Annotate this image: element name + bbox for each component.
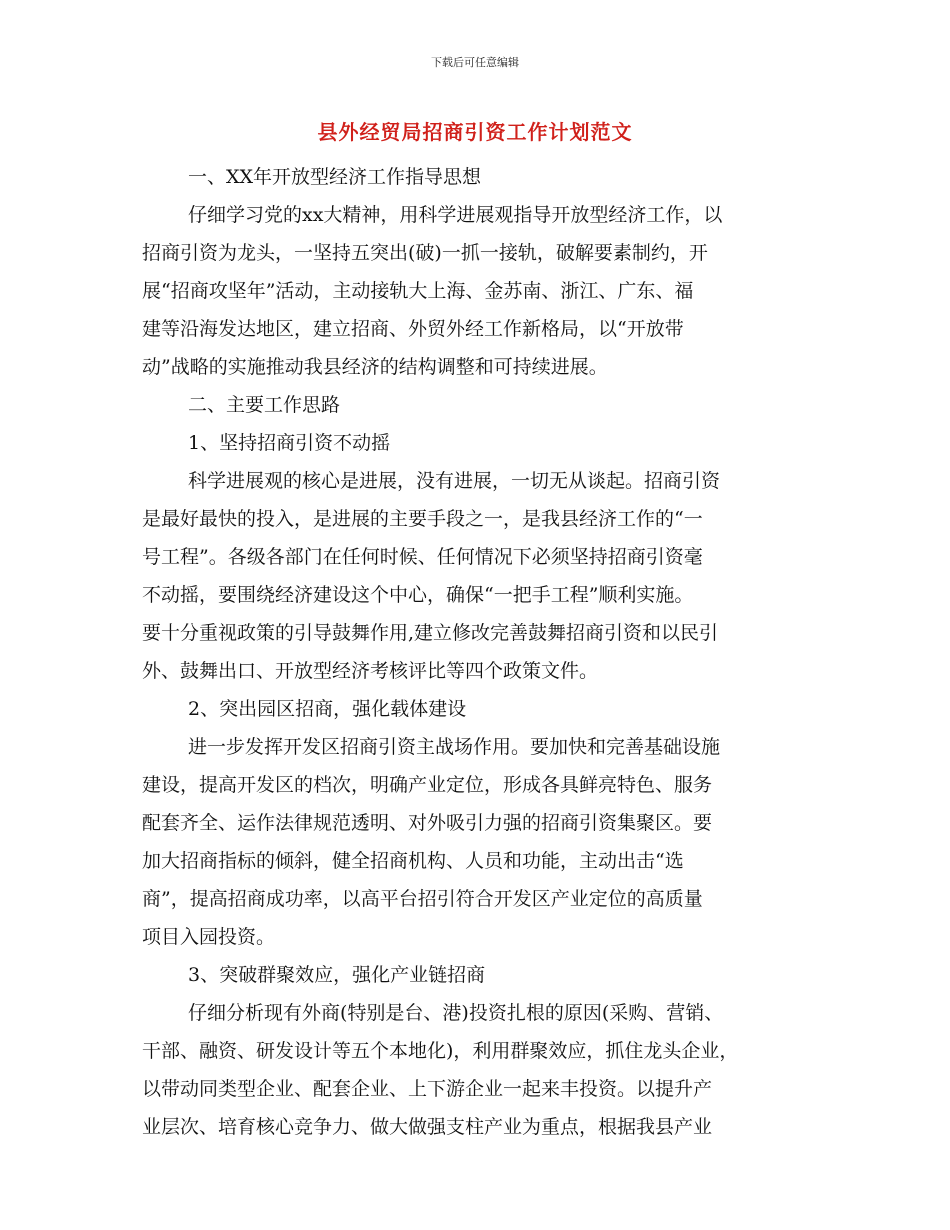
text-line: 2、突出园区招商，强化载体建设 — [188, 698, 467, 720]
text-line: 项目入园投资。 — [142, 926, 276, 948]
text-line: 干部、融资、研发设计等五个本地化)，利用群聚效应，抓住龙头企业， — [142, 1040, 739, 1062]
text-line: 科学进展观的核心是进展，没有进展，一切无从谈起。招商引资 — [188, 470, 721, 492]
text-line: 号工程”。各级各部门在任何时候、任何情况下必须坚持招商引资毫 — [142, 546, 703, 568]
text-line: 加大招商指标的倾斜，健全招商机构、人员和功能，主动出击“选 — [142, 850, 684, 872]
text-line: 1、坚持招商引资不动摇 — [188, 432, 391, 454]
text-line: 要十分重视政策的引导鼓舞作用,建立修改完善鼓舞招商引资和以民引 — [142, 622, 719, 644]
text-line: 3、突破群聚效应，强化产业链招商 — [188, 964, 486, 986]
text-line: 是最好最快的投入，是进展的主要手段之一，是我县经济工作的“一 — [142, 508, 703, 530]
text-line: 配套齐全、运作法律规范透明、对外吸引力强的招商引资集聚区。要 — [142, 812, 713, 834]
text-line: 动”战略的实施推动我县经济的结构调整和可持续进展。 — [142, 356, 608, 378]
text-line: 进一步发挥开发区招商引资主战场作用。要加快和完善基础设施 — [188, 736, 721, 758]
text-line: 仔细分析现有外商(特别是台、港)投资扎根的原因(采购、营销、 — [188, 1002, 724, 1024]
text-line: 仔细学习党的xx大精神，用科学进展观指导开放型经济工作，以 — [188, 204, 723, 226]
text-line: 招商引资为龙头，一坚持五突出(破)一抓一接轨，破解要素制约，开 — [142, 242, 708, 264]
text-line: 建设，提高开发区的档次，明确产业定位，形成各具鲜亮特色、服务 — [142, 774, 713, 796]
text-line: 以带动同类型企业、配套企业、上下游企业一起来丰投资。以提升产 — [142, 1078, 713, 1100]
text-line: 二、主要工作思路 — [188, 394, 341, 416]
document-title: 县外经贸局招商引资工作计划范文 — [317, 120, 633, 144]
text-line: 展“招商攻坚年”活动，主动接轨大上海、金苏南、浙江、广东、福 — [142, 280, 694, 302]
document-body — [142, 158, 814, 1146]
page-header-note: 下载后可任意编辑 — [431, 56, 519, 69]
text-line: 商”，提高招商成功率，以高平台招引符合开发区产业定位的高质量 — [142, 888, 703, 910]
text-line: 一、XX年开放型经济工作指导思想 — [188, 166, 482, 188]
text-line: 建等沿海发达地区，建立招商、外贸外经工作新格局，以“开放带 — [142, 318, 684, 340]
text-line: 业层次、培育核心竞争力、做大做强支柱产业为重点，根据我县产业 — [142, 1116, 713, 1138]
text-line: 外、鼓舞出口、开放型经济考核评比等四个政策文件。 — [142, 660, 599, 682]
text-line: 不动摇，要围绕经济建设这个中心，确保“一把手工程”顺利实施。 — [142, 584, 694, 606]
